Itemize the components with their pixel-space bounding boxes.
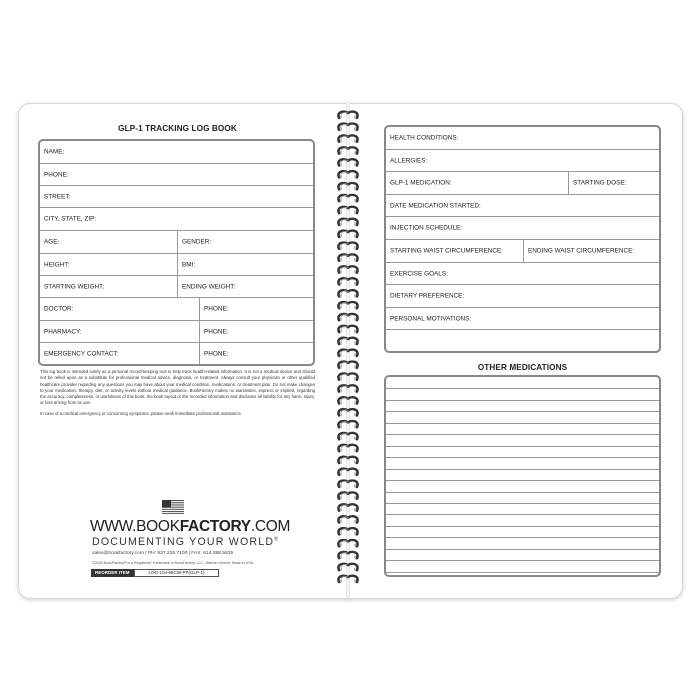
medication-line [386, 492, 659, 493]
spiral-coil [338, 469, 358, 476]
spiral-coil [338, 314, 358, 321]
reorder-label: REORDER ITEM [91, 569, 134, 577]
spiral-coil [338, 481, 358, 488]
medication-line [386, 469, 659, 470]
city-state-zip-label: CITY, STATE, ZIP: [44, 215, 97, 223]
spiral-coil [338, 350, 358, 357]
pharmacy-label: PHARMACY: [44, 327, 82, 335]
form-row-waist [386, 240, 659, 263]
spiral-coil [338, 266, 358, 273]
spiral-coil [338, 445, 358, 452]
form-row-weight [40, 276, 313, 298]
doctor-label: DOCTOR: [44, 305, 74, 313]
medication-line [386, 480, 659, 481]
medication-line [386, 457, 659, 458]
spiral-coil [338, 207, 358, 214]
emergency-notice: In case of a medical emergency or concerning symptoms, please seek immediate professional assistance. [40, 410, 243, 416]
medication-line [386, 434, 659, 435]
form-row-exercise [386, 263, 659, 285]
spiral-coil [338, 326, 358, 333]
medication-line [386, 411, 659, 412]
disclaimer [40, 369, 315, 421]
age-label: AGE: [44, 238, 60, 246]
medication-line [386, 514, 659, 515]
health-info-form [384, 125, 661, 353]
spiral-coil [338, 195, 358, 202]
reorder-code: LOG-104-68CW-PP(GLP-1) [134, 569, 220, 577]
starting-waist-label: STARTING WAIST CIRCUMFERENCE: [390, 247, 504, 255]
allergies-label: ALLERGIES: [390, 156, 428, 164]
name-label: NAME: [44, 148, 65, 156]
street-label: STREET: [44, 192, 71, 200]
starting-dose-label: STARTING DOSE: [573, 179, 627, 187]
page-title: GLP-1 TRACKING LOG BOOK [118, 124, 237, 133]
reorder-box [91, 569, 219, 577]
ending-weight-label: ENDING WEIGHT: [182, 282, 236, 290]
form-row-dietary [386, 285, 659, 308]
spiral-coil [338, 528, 358, 535]
spiral-coil [338, 135, 358, 142]
emergency-phone-label: PHONE: [204, 349, 229, 357]
form-row-doctor [40, 298, 313, 321]
gender-label: GENDER: [182, 238, 212, 246]
medication-line [386, 549, 659, 550]
brand-tagline: DOCUMENTING YOUR WORLD® [92, 536, 280, 548]
us-flag-icon [162, 500, 184, 514]
spiral-coil [338, 409, 358, 416]
form-row-phone [40, 164, 313, 186]
spiral-coil [338, 302, 358, 309]
spiral-coil [338, 385, 358, 392]
form-row-height-bmi [40, 254, 313, 276]
spiral-coil [338, 243, 358, 250]
pharmacy-phone-label: PHONE: [204, 327, 229, 335]
form-row-pharmacy [40, 321, 313, 343]
spiral-coil [338, 504, 358, 511]
form-row-injection-schedule [386, 217, 659, 240]
medication-line [386, 446, 659, 447]
personal-info-form [38, 139, 315, 366]
spiral-coil [338, 159, 358, 166]
spiral-coil [338, 516, 358, 523]
spiral-binding [330, 103, 366, 597]
spiral-coil [338, 278, 358, 285]
spiral-coil [338, 112, 358, 119]
ending-waist-label: ENDING WAIST CIRCUMFERENCE: [528, 247, 635, 255]
copyright: ©2025 BookFactory® is a Registered Trademark of BookFactory, LLC. Veteran Owned. Made in USA. [92, 561, 255, 565]
dietary-preference-label: DIETARY PREFERENCE: [390, 292, 465, 300]
form-row-health-conditions [386, 127, 659, 150]
contact-info: sales@bookfactory.com | PH: 937.226.7100 | FAX: 614.388.5635 [92, 551, 234, 556]
other-medications-list [384, 375, 661, 577]
form-row-age-gender [40, 231, 313, 254]
form-row-city [40, 208, 313, 231]
spiral-coil [338, 576, 358, 583]
medication-line [386, 537, 659, 538]
spiral-coil [338, 231, 358, 238]
spiral-coil [338, 254, 358, 261]
spiral-coil [338, 147, 358, 154]
spiral-coil [338, 124, 358, 131]
spiral-coil [338, 171, 358, 178]
spiral-coil [338, 362, 358, 369]
form-row-name [40, 141, 313, 164]
date-started-label: DATE MEDICATION STARTED: [390, 201, 481, 209]
spiral-coil [338, 421, 358, 428]
medication-line [386, 400, 659, 401]
bmi-label: BMI: [182, 260, 196, 268]
form-row-street [40, 186, 313, 208]
spiral-coil [338, 397, 358, 404]
form-row-emergency [40, 343, 313, 364]
medication-line [386, 526, 659, 527]
form-row-date-started [386, 195, 659, 217]
spiral-coil [338, 552, 358, 559]
spiral-coil [338, 433, 358, 440]
injection-schedule-label: INJECTION SCHEDULE: [390, 224, 463, 232]
spiral-coil [338, 338, 358, 345]
spiral-coil [338, 564, 358, 571]
starting-weight-label: STARTING WEIGHT: [44, 282, 105, 290]
other-medications-title: OTHER MEDICATIONS [477, 363, 568, 372]
form-row-blank [386, 330, 659, 351]
medication-line [386, 572, 659, 573]
form-row-motivations [386, 308, 659, 330]
height-label: HEIGHT: [44, 260, 70, 268]
form-row-medication [386, 172, 659, 195]
health-conditions-label: HEALTH CONDITIONS: [390, 134, 459, 142]
medication-line [386, 423, 659, 424]
exercise-goals-label: EXERCISE GOALS: [390, 269, 448, 277]
brand-url: WWW.BOOKFACTORY.COM [90, 518, 291, 535]
personal-motivations-label: PERSONAL MOTIVATIONS: [390, 314, 472, 322]
doctor-phone-label: PHONE: [204, 305, 229, 313]
glp1-medication-label: GLP-1 MEDICATION: [390, 179, 452, 187]
disclaimer-paragraph: This log book is intended solely as a personal record-keeping tool to help track health-related information. It is not a medical device and should not be relied upon as a substitute for professional medical advice, diagnosis, or treatment. Always consult your physician or other qualified healthcare provider regarding any questions you may have about your medical condition, medications, or treatment plan. Do not make changes to your medication, therapy, diet, or activity levels without medical guidance. BookFactory makes no warranties, express or implied, regarding the accuracy, completeness, or usefulness of this book, the book layout or the recorded information and disclaims all liability for any harm, injury, or loss arising from its use. [40, 369, 315, 406]
spiral-coil [338, 183, 358, 190]
phone-label: PHONE: [44, 170, 69, 178]
spiral-coil [338, 492, 358, 499]
spiral-coil [338, 457, 358, 464]
spiral-coil [338, 219, 358, 226]
spiral-coil [338, 290, 358, 297]
medication-line [386, 503, 659, 504]
medication-line [386, 388, 659, 389]
spiral-coil [338, 373, 358, 380]
spiral-coil [338, 540, 358, 547]
medication-line [386, 560, 659, 561]
emergency-contact-label: EMERGENCY CONTACT: [44, 349, 119, 357]
form-row-allergies [386, 150, 659, 172]
